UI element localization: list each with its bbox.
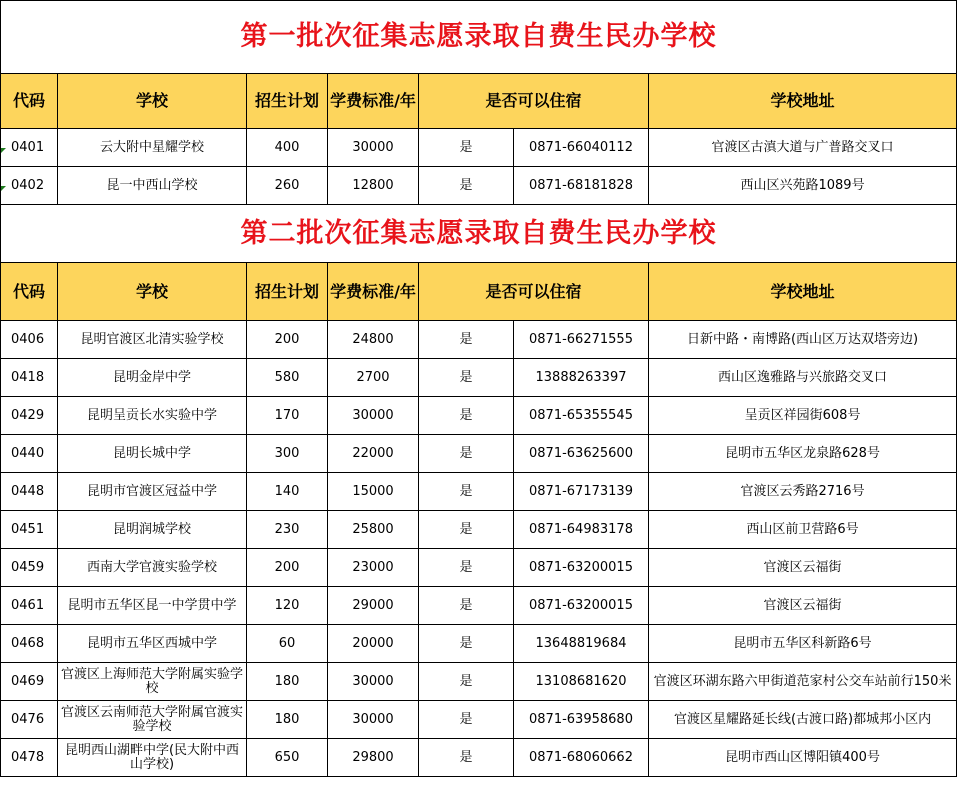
header-fee: 学费标准/年 [328, 74, 419, 129]
fee-cell: 22000 [328, 435, 419, 473]
address-cell: 昆明市五华区科新路6号 [649, 625, 957, 663]
boarding-cell: 是 [419, 129, 514, 167]
section2-title-row [1, 205, 957, 263]
fee-cell: 30000 [328, 397, 419, 435]
phone-cell: 13648819684 [514, 625, 649, 663]
quota-cell: 120 [247, 587, 328, 625]
school-cell: 昆明官渡区北清实验学校 [58, 321, 247, 359]
section1-header-row [1, 74, 957, 129]
phone-cell: 0871-63625600 [514, 435, 649, 473]
fee-cell: 29800 [328, 739, 419, 777]
code-cell: 0476 [1, 701, 58, 739]
phone-cell: 0871-68181828 [514, 167, 649, 205]
code-cell: 0429 [1, 397, 58, 435]
header-address: 学校地址 [649, 74, 957, 129]
table-row [1, 321, 957, 359]
code-cell: 0468 [1, 625, 58, 663]
header-boarding: 是否可以住宿 [419, 263, 649, 321]
boarding-cell: 是 [419, 473, 514, 511]
fee-cell: 25800 [328, 511, 419, 549]
address-cell: 官渡区环湖东路六甲街道范家村公交车站前行150米 [649, 663, 957, 701]
address-cell: 日新中路・南博路(西山区万达双塔旁边) [649, 321, 957, 359]
school-cell: 昆明呈贡长水实验中学 [58, 397, 247, 435]
phone-cell: 0871-66040112 [514, 129, 649, 167]
phone-cell: 0871-63958680 [514, 701, 649, 739]
header-fee: 学费标准/年 [328, 263, 419, 321]
school-cell: 西南大学官渡实验学校 [58, 549, 247, 587]
table-row [1, 663, 957, 701]
quota-cell: 200 [247, 549, 328, 587]
school-cell: 昆明润城学校 [58, 511, 247, 549]
section2-header-row [1, 263, 957, 321]
quota-cell: 170 [247, 397, 328, 435]
code-cell: 0401 [1, 129, 58, 167]
header-school: 学校 [58, 263, 247, 321]
boarding-cell: 是 [419, 321, 514, 359]
table-row [1, 359, 957, 397]
fee-cell: 23000 [328, 549, 419, 587]
header-quota: 招生计划 [247, 74, 328, 129]
phone-cell: 13108681620 [514, 663, 649, 701]
quota-cell: 400 [247, 129, 328, 167]
fee-cell: 30000 [328, 663, 419, 701]
fee-cell: 30000 [328, 701, 419, 739]
quota-cell: 180 [247, 663, 328, 701]
table-row [1, 167, 957, 205]
code-cell: 0469 [1, 663, 58, 701]
table-row [1, 511, 957, 549]
address-cell: 官渡区云秀路2716号 [649, 473, 957, 511]
address-cell: 西山区兴苑路1089号 [649, 167, 957, 205]
quota-cell: 60 [247, 625, 328, 663]
boarding-cell: 是 [419, 549, 514, 587]
cell-marker-icon [1, 186, 6, 191]
boarding-cell: 是 [419, 625, 514, 663]
school-cell: 昆明市官渡区冠益中学 [58, 473, 247, 511]
section2-title: 第二批次征集志愿录取自费生民办学校 [1, 205, 957, 263]
fee-cell: 15000 [328, 473, 419, 511]
phone-cell: 0871-66271555 [514, 321, 649, 359]
boarding-cell: 是 [419, 587, 514, 625]
table-row [1, 397, 957, 435]
table-row [1, 435, 957, 473]
phone-cell: 0871-63200015 [514, 549, 649, 587]
school-cell: 昆明西山湖畔中学(民大附中西山学校) [58, 739, 247, 777]
table-row [1, 129, 957, 167]
address-cell: 昆明市西山区博阳镇400号 [649, 739, 957, 777]
quota-cell: 650 [247, 739, 328, 777]
phone-cell: 0871-68060662 [514, 739, 649, 777]
table-row [1, 701, 957, 739]
boarding-cell: 是 [419, 739, 514, 777]
address-cell: 呈贡区祥园街608号 [649, 397, 957, 435]
header-code: 代码 [1, 263, 58, 321]
boarding-cell: 是 [419, 663, 514, 701]
code-cell: 0478 [1, 739, 58, 777]
table-row [1, 625, 957, 663]
header-boarding: 是否可以住宿 [419, 74, 649, 129]
quota-cell: 580 [247, 359, 328, 397]
address-cell: 官渡区古滇大道与广普路交叉口 [649, 129, 957, 167]
quota-cell: 140 [247, 473, 328, 511]
header-code: 代码 [1, 74, 58, 129]
phone-cell: 0871-64983178 [514, 511, 649, 549]
phone-cell: 0871-65355545 [514, 397, 649, 435]
code-cell: 0461 [1, 587, 58, 625]
fee-cell: 12800 [328, 167, 419, 205]
phone-cell: 13888263397 [514, 359, 649, 397]
address-cell: 西山区逸雅路与兴旅路交叉口 [649, 359, 957, 397]
phone-cell: 0871-63200015 [514, 587, 649, 625]
fee-cell: 24800 [328, 321, 419, 359]
quota-cell: 200 [247, 321, 328, 359]
table-row [1, 549, 957, 587]
school-cell: 昆明金岸中学 [58, 359, 247, 397]
phone-cell: 0871-67173139 [514, 473, 649, 511]
code-cell: 0451 [1, 511, 58, 549]
fee-cell: 2700 [328, 359, 419, 397]
code-cell: 0440 [1, 435, 58, 473]
code-cell: 0402 [1, 167, 58, 205]
address-cell: 官渡区云福街 [649, 587, 957, 625]
cell-marker-icon [1, 148, 6, 153]
fee-cell: 20000 [328, 625, 419, 663]
section1-title-row [1, 1, 957, 74]
header-quota: 招生计划 [247, 263, 328, 321]
table-row [1, 587, 957, 625]
header-address: 学校地址 [649, 263, 957, 321]
school-cell: 官渡区上海师范大学附属实验学校 [58, 663, 247, 701]
boarding-cell: 是 [419, 359, 514, 397]
school-cell: 昆明市五华区西城中学 [58, 625, 247, 663]
quota-cell: 300 [247, 435, 328, 473]
boarding-cell: 是 [419, 701, 514, 739]
address-cell: 官渡区星耀路延长线(古渡口路)都城邦小区内 [649, 701, 957, 739]
quota-cell: 230 [247, 511, 328, 549]
fee-cell: 29000 [328, 587, 419, 625]
boarding-cell: 是 [419, 397, 514, 435]
section1-title: 第一批次征集志愿录取自费生民办学校 [1, 1, 957, 74]
header-school: 学校 [58, 74, 247, 129]
table-row [1, 739, 957, 777]
code-cell: 0418 [1, 359, 58, 397]
boarding-cell: 是 [419, 167, 514, 205]
boarding-cell: 是 [419, 511, 514, 549]
address-cell: 西山区前卫营路6号 [649, 511, 957, 549]
address-cell: 昆明市五华区龙泉路628号 [649, 435, 957, 473]
address-cell: 官渡区云福街 [649, 549, 957, 587]
quota-cell: 260 [247, 167, 328, 205]
school-cell: 昆明长城中学 [58, 435, 247, 473]
school-cell: 官渡区云南师范大学附属官渡实验学校 [58, 701, 247, 739]
school-cell: 昆明市五华区昆一中学贯中学 [58, 587, 247, 625]
code-cell: 0406 [1, 321, 58, 359]
boarding-cell: 是 [419, 435, 514, 473]
code-cell: 0459 [1, 549, 58, 587]
school-cell: 云大附中星耀学校 [58, 129, 247, 167]
code-cell: 0448 [1, 473, 58, 511]
school-cell: 昆一中西山学校 [58, 167, 247, 205]
table-row [1, 473, 957, 511]
fee-cell: 30000 [328, 129, 419, 167]
quota-cell: 180 [247, 701, 328, 739]
